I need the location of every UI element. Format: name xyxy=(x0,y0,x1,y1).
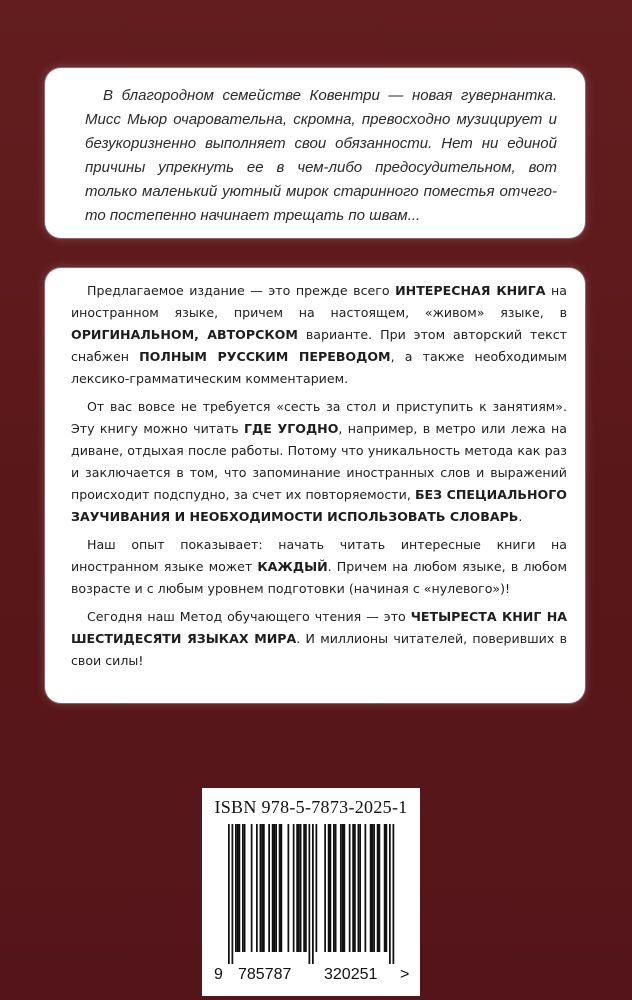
barcode-bar xyxy=(342,824,344,952)
annotation-panel xyxy=(45,68,585,238)
barcode-bar xyxy=(303,824,305,952)
barcode-bar xyxy=(268,824,270,952)
barcode-bar xyxy=(293,824,295,952)
isbn-label: ISBN 978-5-7873-2025-1 xyxy=(214,797,408,817)
barcode-bar xyxy=(263,824,265,952)
barcode-bar xyxy=(235,824,237,952)
barcode-bar xyxy=(281,824,283,952)
barcode-bar xyxy=(261,824,263,952)
barcode-bar xyxy=(260,824,262,952)
barcode-digit-group-1: 785787 xyxy=(238,966,292,983)
barcode-bar xyxy=(365,824,367,952)
barcode-bar xyxy=(393,824,395,964)
barcode-digit-lead: 9 xyxy=(214,966,223,983)
barcode-bar xyxy=(239,824,241,952)
barcode-bar xyxy=(333,824,335,952)
barcode-bar xyxy=(279,824,281,952)
method-info-panel xyxy=(45,268,585,703)
barcode-bar xyxy=(384,824,386,952)
barcode-bar xyxy=(354,824,356,952)
barcode-bar xyxy=(316,824,318,952)
info-paragraph-1: Предлагаемое издание — это прежде всего ИНТЕРЕСНАЯ КНИГА на иностранном языке, причем на настоящем, «живом» языке, в ОРИГИНАЛЬНОМ, АВТОРСКОМ варианте. При этом авторский текст снабжен ПОЛНЫМ РУССКИМ ПЕРЕВОДОМ, а также необходимым лексико-грамматическим комментарием. xyxy=(71,283,568,386)
barcode-bar xyxy=(330,824,332,952)
barcode-bar xyxy=(288,824,290,952)
barcode-bar xyxy=(359,824,361,952)
barcode-bar xyxy=(389,824,391,964)
info-paragraph-4: Сегодня наш Метод обучающего чтения — это ЧЕТЫРЕСТА КНИГ НА ШЕСТИДЕСЯТИ ЯЗЫКАХ МИРА. И миллионы читателей, поверивших в свои силы! xyxy=(71,609,567,668)
barcode-quiet-mark: > xyxy=(400,966,410,983)
barcode-digit-group-2: 320251 xyxy=(324,966,378,983)
barcode-bar xyxy=(352,824,354,952)
barcode-bar xyxy=(244,824,246,952)
barcode-bar xyxy=(300,824,302,952)
barcode-bar xyxy=(379,824,381,952)
barcode-bar xyxy=(251,824,253,952)
barcode-bar xyxy=(242,824,244,952)
barcode-bar xyxy=(312,824,314,964)
annotation-text: В благородном семействе Ковентри — новая гувернантка. Мисс Мьюр очаровательна, скромна, превосходно музицирует и безукоризненно выполняет свои обязанности. Нет ни единой причины упрекнуть ее в чем-либо предосудительном, вот только маленький уютный мирок старинного поместья отчего-то постепенно начинает трещать по швам... xyxy=(85,87,557,224)
barcode-image xyxy=(212,824,410,966)
barcode-bar xyxy=(272,824,274,952)
barcode-bar xyxy=(298,824,300,952)
barcode-bar xyxy=(349,824,351,952)
barcode-bar xyxy=(377,824,379,952)
barcode-bar xyxy=(370,824,372,952)
barcode-digits xyxy=(212,966,410,986)
barcode-bar xyxy=(274,824,276,952)
barcode-bar xyxy=(232,824,234,964)
barcode-bar xyxy=(309,824,311,964)
barcode-bar xyxy=(386,824,388,952)
barcode-bar xyxy=(340,824,342,952)
isbn-barcode-block xyxy=(202,788,420,996)
info-paragraph-3: Наш опыт показывает: начать читать интересные книги на иностранном языке может КАЖДЫЙ. Причем на любом языке, в любом возрасте и с любым уровнем подготовки (начиная с «нулевого»)! xyxy=(71,537,567,596)
barcode-bar xyxy=(256,824,258,952)
barcode-bar xyxy=(335,824,337,952)
barcode-bar xyxy=(358,824,360,952)
barcode-bar xyxy=(237,824,239,952)
barcode-bar xyxy=(372,824,374,952)
barcode-bar xyxy=(344,824,346,952)
info-paragraph-2: От вас вовсе не требуется «сесть за стол и приступить к занятиям». Эту книгу можно читать ГДЕ УГОДНО, например, в метро или лежа на диване, отдыхая после работы. Потому что уникальность метода как раз и заключается в том, что запоминание иностранных слов и выражений происходит подспудно, за счет их повторяемости, БЕЗ СПЕЦИАЛЬНОГО ЗАУЧИВАНИЯ И НЕОБХОДИМОСТИ ИСПОЛЬЗОВАТЬ СЛОВАРЬ. xyxy=(71,399,567,524)
barcode-bar xyxy=(296,824,298,952)
barcode-bar xyxy=(228,824,230,964)
barcode-bar xyxy=(373,824,375,952)
barcode-bar xyxy=(305,824,307,952)
barcode-bar xyxy=(328,824,330,952)
barcode-bar xyxy=(324,824,326,952)
barcode-bar xyxy=(275,824,277,952)
